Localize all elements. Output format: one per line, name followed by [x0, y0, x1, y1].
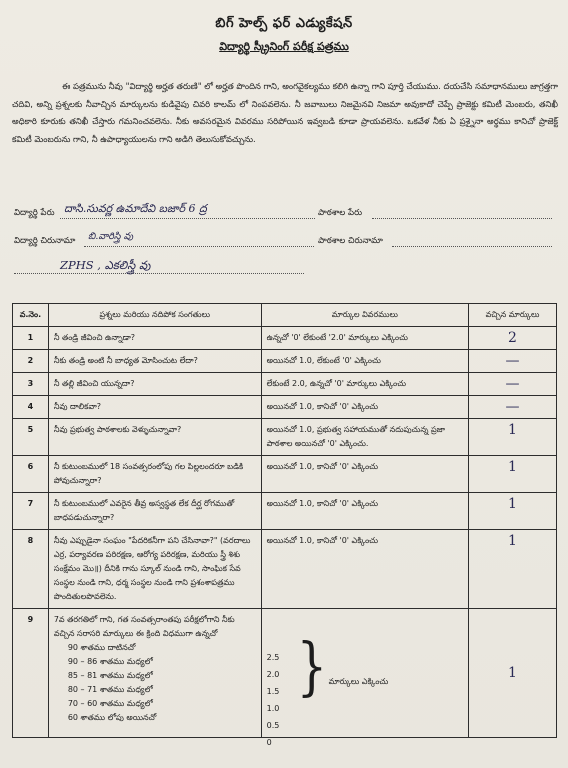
form-subtitle: విద్యార్థి స్క్రీనింగ్ పరీక్ష పత్రము	[219, 40, 349, 53]
table-row	[13, 493, 557, 530]
table-row	[13, 419, 557, 456]
q9-score: 1.5	[266, 687, 280, 696]
row-rule	[261, 609, 468, 747]
row-marks[interactable]: 1	[469, 419, 557, 456]
school-address-label: పాఠశాల చిరునామా	[318, 236, 383, 246]
q9-note: మార్కులు ఎక్కించు	[328, 677, 389, 686]
q9-range: 90 శాతము దాటినచో	[67, 643, 136, 652]
row-rule: అయినచో 1.0, కానిచో '0' ఎక్కించు	[261, 530, 468, 609]
q9-score-scale	[266, 613, 463, 747]
row-question: నీవు ప్రభుత్వ పాఠశాలకు వెళ్ళుచున్నావా?	[48, 419, 261, 456]
table-row	[13, 530, 557, 609]
row-question: నీ కుటుంబములో 18 సంవత్సరంలోపు గల పిల్లలందరూ బడికి పోవుచున్నారా?	[48, 456, 261, 493]
row-number: 7	[13, 493, 49, 530]
table-row	[13, 396, 557, 419]
row-marks[interactable]: 1	[469, 493, 557, 530]
student-name-line	[60, 218, 315, 219]
screening-table	[12, 303, 557, 747]
row-question: నీవు దాలికవా?	[48, 396, 261, 419]
table-header-row	[13, 304, 557, 327]
row-marks[interactable]: —	[469, 373, 557, 396]
table-row	[13, 350, 557, 373]
row-rule: అయినచో 1.0, కానిచో '0' ఎక్కించు	[261, 396, 468, 419]
row-question: నీ తల్లి జీవించి యున్నదా?	[48, 373, 261, 396]
col-header-rule: మార్కుల వివరములు	[261, 304, 468, 327]
row-rule: అయినచో 1.0, ప్రభుత్వ సహాయముతో నదుపుచున్న ప్రజా పాఠశాల అయినచో '0' ఎక్కించు.	[261, 419, 468, 456]
row-question: నీ తండ్రి జీవించి ఉన్నాడా?	[48, 327, 261, 350]
row-number: 4	[13, 396, 49, 419]
q9-score: 0.5	[266, 721, 280, 730]
row-marks[interactable]: 1	[469, 609, 557, 738]
row-marks[interactable]: 2	[469, 327, 557, 350]
row-number: 2	[13, 350, 49, 373]
row-marks[interactable]: —	[469, 350, 557, 373]
row-question: నీ కుటుంబములో ఎవరైన తీవ్ర అస్వస్థత లేక దీర్ఘ రోగముతో బాధపడుచున్నారా?	[48, 493, 261, 530]
col-header-marks: వచ్చిన మార్కులు	[469, 304, 557, 327]
q9-score: 0	[266, 738, 272, 747]
row-rule: అయినచో 1.0, కానిచో '0' ఎక్కించు	[261, 493, 468, 530]
row-rule: అయినచో 1.0, లేకుంటే '0' ఎక్కించు	[261, 350, 468, 373]
q9-score: 2.5	[266, 653, 280, 662]
table-row	[13, 373, 557, 396]
row-rule: అయినచో 1.0, కానిచో '0' ఎక్కించు	[261, 456, 468, 493]
q9-range-list	[54, 641, 256, 725]
student-name-value[interactable]: దాసి.సువర్ణ ఉమాదేవి బజార్ 6 ద్ర	[64, 202, 207, 215]
col-header-no: వ.నెం.	[13, 304, 49, 327]
q9-range: 85 – 81 శాతము మధ్యలో	[67, 671, 153, 680]
student-address-value[interactable]: బి.వారిస్త్రి వు	[88, 231, 134, 242]
school-name-line[interactable]	[372, 218, 552, 219]
q9-range: 70 – 60 శాతము మధ్యలో	[67, 699, 153, 708]
q9-range: 90 – 86 శాతము మధ్యలో	[67, 657, 153, 666]
row-question: నీకు తండ్రి అంటి నీ బాధ్యత మోసించుట లేదా?	[48, 350, 261, 373]
row-marks[interactable]: —	[469, 396, 557, 419]
form-title: బిగ్ హెల్ప్ ఫర్ ఎడ్యుకేషన్	[215, 16, 353, 31]
q9-text: 7వ తరగతిలో గాని, గత సంవత్సరాంతపు పరీక్షలోగాని నీకు వచ్చిన సరాసరి మార్కులు ఈ క్రింది విధముగా ఉన్నచో	[53, 615, 235, 638]
row-number: 8	[13, 530, 49, 609]
table-row	[13, 609, 557, 738]
row-number: 9	[13, 609, 49, 738]
right-brace-icon: }	[296, 630, 328, 704]
row-marks[interactable]: 1	[469, 530, 557, 609]
row-rule: ఉన్నచో '0' లేకుంటే '2.0' మార్కులు ఎక్కించు	[261, 327, 468, 350]
row-marks[interactable]: 1	[469, 456, 557, 493]
student-address-line	[84, 246, 314, 247]
row-number: 5	[13, 419, 49, 456]
row-number: 1	[13, 327, 49, 350]
table-row	[13, 456, 557, 493]
table-row	[13, 327, 557, 350]
row-number: 3	[13, 373, 49, 396]
school-address-line-2	[14, 273, 304, 274]
student-name-label: విద్యార్థి పేరు	[14, 208, 55, 218]
col-header-question: ప్రశ్నలు మరియు నదిపోక సంగతులు	[48, 304, 261, 327]
instructions-paragraph: ఈ పత్రమును నీవు "విద్యార్థి అర్హత తరుణి" లో అర్హత పొందిన గాని, అంగవైకల్యము కలిగి ఉన్నా గాని పూర్తి చేయుము. దయచేసి సమాధానములు జాగ్రత్తగా చదివి, అన్ని ప్రశ్నలకు నీవాచ్చిన మార్కులను కుడివైపు చివరి కాలమ్ లో నింపవలెను. నీ జవాబులు నిజమైనవి నిజమా అవుకాదో చెప్పే ప్రాజెక్టు కమిటీ మెంబరు, తనిఖీ అధికారి కూరుకు తనిఖీ చేస్తారు గమనించవలెను. నీకు అవసరమైన వివరము సరిపోయిన ఇవ్వబడి కూడా ప్రాయవలెను. ఒకవేళ నీకు ఏ ప్రశ్నైనా అర్థము కానిచో ప్రాజెక్ట్ కమిటీ మెంబరును గాని, నీ ఉపాధ్యాయులను గాని అడిగి తెలుసుకోవచ్చును.	[12, 81, 558, 144]
q9-score: 1.0	[266, 704, 280, 713]
row-rule: లేకుంటే 2.0, ఉన్నచో '0' మార్కులు ఎక్కించు	[261, 373, 468, 396]
row-question: నీవు ఎప్పుడైనా సంఘం "పేదరికనీగా పని చేసినావా?" (వరదాలు ఎర్ర, పర్యావరణ పరిరక్షణ, ఆరోగ్య పరిరక్షణ, మరియు స్త్రీ శిశు సంక్షేమం మొ॥) దీనికి గాను స్కూల్ నుండి గాని, సాంఘిక సేవ సంస్థల నుండి గాని, ధర్మ సంస్థల నుండి గాని ప్రశంశాపత్రము పొందితులపొవలెను.	[48, 530, 261, 609]
student-address-label: విద్యార్థి చిరునామా	[14, 236, 76, 246]
row-question	[48, 609, 261, 738]
row-number: 6	[13, 456, 49, 493]
school-name-label: పాఠశాల పేరు	[318, 208, 363, 218]
school-address-value[interactable]: ZPHS , ఎకలిస్త్రీ వు	[60, 258, 151, 272]
q9-range: 80 – 71 శాతము మధ్యలో	[67, 685, 153, 694]
q9-range: 60 శాతము లోపు అయినచో	[67, 713, 157, 722]
q9-score: 2.0	[266, 670, 280, 679]
school-address-line[interactable]	[392, 246, 552, 247]
